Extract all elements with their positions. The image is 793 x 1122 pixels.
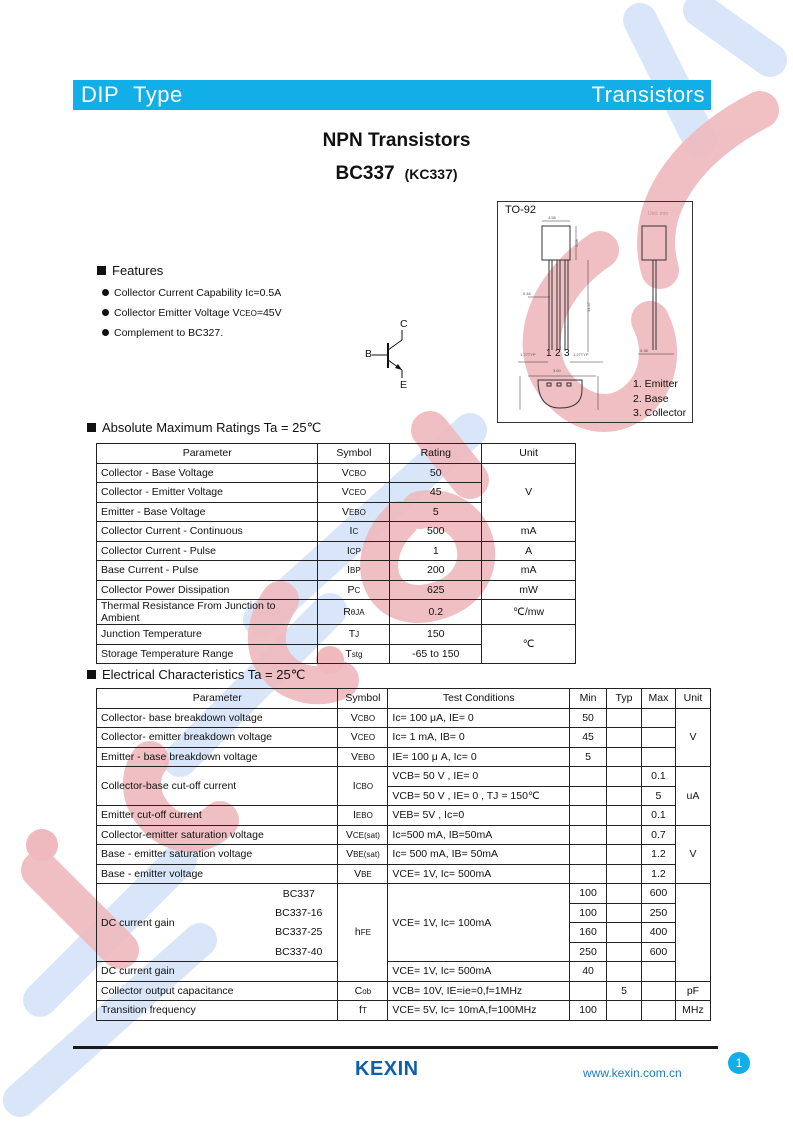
unit-cell <box>675 884 710 982</box>
condition-cell: VCB= 50 V , IE= 0 <box>388 767 570 787</box>
param-cell: Base - emitter voltage <box>97 864 338 884</box>
typ-cell <box>607 728 642 748</box>
pin-number-2: 2 <box>555 348 561 359</box>
unit-cell: mW <box>482 580 576 600</box>
alt-part-name: (KC337) <box>404 166 458 182</box>
typ-cell <box>607 708 642 728</box>
condition-cell: VCE= 5V, Ic= 10mA,f=100MHz <box>388 1001 570 1021</box>
symbol-cell: IC <box>318 522 390 542</box>
typ-cell <box>607 942 642 962</box>
param-cell: Collector - Emitter Voltage <box>97 483 318 503</box>
param-cell: Storage Temperature Range <box>97 644 318 664</box>
abs-max-heading-text: Absolute Maximum Ratings Ta = 25℃ <box>102 420 322 435</box>
param-cell: DC current gain <box>97 962 338 982</box>
min-cell: 5 <box>570 747 607 767</box>
param-cell: Emitter - Base Voltage <box>97 502 318 522</box>
table-row <box>97 884 711 904</box>
abs-max-table <box>96 443 576 664</box>
variant-cell: BC337-40 <box>260 942 338 962</box>
unit-cell: MHz <box>675 1001 710 1021</box>
table-row <box>97 981 711 1001</box>
rating-cell: 200 <box>390 561 482 581</box>
variant-cell: BC337-16 <box>260 903 338 923</box>
rating-cell: 5 <box>390 502 482 522</box>
bullet-icon <box>102 289 109 296</box>
condition-cell: VCE= 1V, Ic= 500mA <box>388 864 570 884</box>
max-cell: 600 <box>641 942 675 962</box>
symbol-cell: fT <box>338 1001 388 1021</box>
min-cell <box>570 806 607 826</box>
column-header: Symbol <box>338 689 388 709</box>
symbol-cell: VCEO <box>338 728 388 748</box>
bullet-icon <box>102 329 109 336</box>
symbol-cell: hFE <box>338 884 388 982</box>
max-cell: 0.1 <box>641 806 675 826</box>
feature-item <box>102 287 281 299</box>
table-row <box>97 463 576 483</box>
symbol-cell: PC <box>318 580 390 600</box>
symbol-cell: VBE <box>338 864 388 884</box>
rating-cell: 45 <box>390 483 482 503</box>
symbol-cell: TJ <box>318 625 390 645</box>
min-cell: 100 <box>570 903 607 923</box>
column-header: Test Conditions <box>388 689 570 709</box>
svg-text:14.47: 14.47 <box>586 301 591 312</box>
column-header: Max <box>641 689 675 709</box>
column-header: Rating <box>390 444 482 464</box>
condition-cell: VCB= 50 V , IE= 0 , TJ = 150℃ <box>388 786 570 806</box>
symbol-cell: VCBO <box>318 463 390 483</box>
typ-cell <box>607 747 642 767</box>
table-row <box>97 825 711 845</box>
min-cell: 160 <box>570 923 607 943</box>
typ-cell <box>607 903 642 923</box>
param-cell: Collector- emitter breakdown voltage <box>97 728 338 748</box>
symbol-cell: VEBO <box>338 747 388 767</box>
pin-number-1: 1 <box>546 348 552 359</box>
table-row <box>97 1001 711 1021</box>
unit-cell: ℃/mw <box>482 600 576 625</box>
column-header: Unit <box>675 689 710 709</box>
header-right-title: Transistors <box>591 82 705 107</box>
param-cell: Collector Current - Continuous <box>97 522 318 542</box>
max-cell: 5 <box>641 786 675 806</box>
table-row <box>97 747 711 767</box>
table-row <box>97 962 711 982</box>
elec-table <box>96 688 711 1021</box>
min-cell: 50 <box>570 708 607 728</box>
part-number <box>0 163 793 185</box>
unit-cell: mA <box>482 561 576 581</box>
table-row <box>97 845 711 865</box>
svg-text:0.46: 0.46 <box>523 291 531 296</box>
variant-cell: BC337-25 <box>260 923 338 943</box>
column-header: Parameter <box>97 444 318 464</box>
table-row <box>97 522 576 542</box>
feature-text: Collector Current Capability Ic=0.5A <box>114 287 282 299</box>
symbol-cell: Tstg <box>318 644 390 664</box>
condition-cell: VCE= 1V, Ic= 100mA <box>388 884 570 962</box>
footer-divider <box>73 1046 718 1049</box>
rating-cell: 625 <box>390 580 482 600</box>
table-row <box>97 625 576 645</box>
unit-cell: V <box>675 825 710 884</box>
part-name: BC337 <box>335 163 395 184</box>
min-cell: 250 <box>570 942 607 962</box>
condition-cell: IE= 100 μ A, Ic= 0 <box>388 747 570 767</box>
feature-text: =45V <box>256 307 282 319</box>
condition-cell: Ic= 100 μA, IE= 0 <box>388 708 570 728</box>
symbol-cell: IEBO <box>338 806 388 826</box>
condition-cell: Ic= 500 mA, IB= 50mA <box>388 845 570 865</box>
feature-item <box>102 307 282 319</box>
condition-cell: VEB= 5V , Ic=0 <box>388 806 570 826</box>
min-cell: 40 <box>570 962 607 982</box>
param-cell: Collector Current - Pulse <box>97 541 318 561</box>
rating-cell: 150 <box>390 625 482 645</box>
symbol-cell: ICP <box>318 541 390 561</box>
package-name: TO-92 <box>505 204 536 216</box>
page-number-badge: 1 <box>728 1052 750 1074</box>
table-row <box>97 600 576 625</box>
symbol-cell: VEBO <box>318 502 390 522</box>
table-row <box>97 806 711 826</box>
package-drawing <box>497 201 693 423</box>
rating-cell: 1 <box>390 541 482 561</box>
column-header: Symbol <box>318 444 390 464</box>
max-cell <box>641 1001 675 1021</box>
typ-cell <box>607 884 642 904</box>
condition-cell: Ic=500 mA, IB=50mA <box>388 825 570 845</box>
pin-legend-item: 1. Emitter <box>633 378 678 390</box>
unit-cell: mA <box>482 522 576 542</box>
table-row <box>97 561 576 581</box>
min-cell: 100 <box>570 1001 607 1021</box>
rating-cell: 500 <box>390 522 482 542</box>
unit-cell: ℃ <box>482 625 576 664</box>
max-cell <box>641 962 675 982</box>
table-row <box>97 580 576 600</box>
table-header-row <box>97 689 711 709</box>
header-banner <box>73 80 711 110</box>
pin-number-3: 3 <box>564 348 570 359</box>
table-row <box>97 541 576 561</box>
min-cell <box>570 825 607 845</box>
param-cell: Collector Power Dissipation <box>97 580 318 600</box>
website-link[interactable]: www.kexin.com.cn <box>583 1066 682 1080</box>
max-cell: 1.2 <box>641 845 675 865</box>
symbol-cell: VCEO <box>318 483 390 503</box>
param-cell: Emitter cut-off current <box>97 806 338 826</box>
typ-cell <box>607 767 642 787</box>
square-bullet-icon <box>87 670 96 679</box>
unit-cell: pF <box>675 981 710 1001</box>
min-cell: 100 <box>570 884 607 904</box>
pin-legend-item: 3. Collector <box>633 407 687 419</box>
typ-cell: 5 <box>607 981 642 1001</box>
max-cell: 0.1 <box>641 767 675 787</box>
square-bullet-icon <box>87 423 96 432</box>
symbol-cell: IBP <box>318 561 390 581</box>
emitter-label: E <box>400 379 408 391</box>
typ-cell <box>607 806 642 826</box>
table-row <box>97 767 711 787</box>
param-cell: Base Current - Pulse <box>97 561 318 581</box>
typ-cell <box>607 845 642 865</box>
symbol-cell: RθJA <box>318 600 390 625</box>
typ-cell <box>607 864 642 884</box>
param-cell: Thermal Resistance From Junction to Ambient <box>97 600 318 625</box>
max-cell: 1.2 <box>641 864 675 884</box>
feature-text: Collector Emitter Voltage V <box>114 307 240 319</box>
unit-note: Unit: mm <box>648 211 668 217</box>
svg-text:4.58: 4.58 <box>574 239 579 247</box>
column-header: Unit <box>482 444 576 464</box>
unit-cell: V <box>675 708 710 767</box>
pin-legend-item: 2. Base <box>633 392 669 405</box>
param-cell: Collector- base breakdown voltage <box>97 708 338 728</box>
min-cell <box>570 767 607 787</box>
typ-cell <box>607 923 642 943</box>
unit-cell: V <box>482 463 576 522</box>
abs-max-heading <box>87 420 321 436</box>
svg-text:0.38: 0.38 <box>640 348 648 353</box>
min-cell <box>570 981 607 1001</box>
brand-logo: KEXIN <box>355 1058 419 1080</box>
svg-text:3.60: 3.60 <box>553 368 561 373</box>
collector-label: C <box>400 318 408 330</box>
pin-legend <box>633 377 686 421</box>
rating-cell: 0.2 <box>390 600 482 625</box>
column-header: Parameter <box>97 689 338 709</box>
square-bullet-icon <box>97 266 106 275</box>
condition-cell: VCE= 1V, Ic= 500mA <box>388 962 570 982</box>
typ-cell <box>607 825 642 845</box>
svg-text:1.27TYP: 1.27TYP <box>573 352 589 357</box>
base-label: B <box>365 348 373 360</box>
npn-transistor-symbol <box>360 318 420 393</box>
table-row <box>97 708 711 728</box>
unit-cell: uA <box>675 767 710 826</box>
param-cell: DC current gain <box>97 884 261 962</box>
symbol-cell: VCBO <box>338 708 388 728</box>
feature-item <box>102 327 223 339</box>
elec-heading-text: Electrical Characteristics Ta = 25℃ <box>102 667 306 682</box>
param-cell: Collector-emitter saturation voltage <box>97 825 338 845</box>
min-cell <box>570 845 607 865</box>
table-row <box>97 728 711 748</box>
param-cell: Collector - Base Voltage <box>97 463 318 483</box>
svg-text:1.27TYP: 1.27TYP <box>520 352 536 357</box>
table-header-row <box>97 444 576 464</box>
min-cell <box>570 786 607 806</box>
max-cell <box>641 981 675 1001</box>
variant-cell: BC337 <box>260 884 338 904</box>
column-header: Min <box>570 689 607 709</box>
param-cell: Transition frequency <box>97 1001 338 1021</box>
feature-subscript: CEO <box>239 309 257 318</box>
table-row <box>97 864 711 884</box>
max-cell: 600 <box>641 884 675 904</box>
min-cell: 45 <box>570 728 607 748</box>
condition-cell: VCB= 10V, IE=ie=0,f=1MHz <box>388 981 570 1001</box>
max-cell <box>641 708 675 728</box>
param-cell: Base - emitter saturation voltage <box>97 845 338 865</box>
param-cell: Collector-base cut-off current <box>97 767 338 806</box>
symbol-cell: VCE(sat) <box>338 825 388 845</box>
svg-text:4.58: 4.58 <box>548 215 556 220</box>
typ-cell <box>607 962 642 982</box>
rating-cell: 50 <box>390 463 482 483</box>
symbol-cell: VBE(sat) <box>338 845 388 865</box>
elec-heading <box>87 667 305 683</box>
param-cell: Collector output capacitance <box>97 981 338 1001</box>
bullet-icon <box>102 309 109 316</box>
max-cell: 0.7 <box>641 825 675 845</box>
typ-cell <box>607 786 642 806</box>
column-header: Typ <box>607 689 642 709</box>
condition-cell: Ic= 1 mA, IB= 0 <box>388 728 570 748</box>
unit-cell: A <box>482 541 576 561</box>
param-cell: Emitter - base breakdown voltage <box>97 747 338 767</box>
typ-cell <box>607 1001 642 1021</box>
min-cell <box>570 864 607 884</box>
feature-text: Complement to BC327. <box>114 327 224 339</box>
features-heading-text: Features <box>112 263 164 278</box>
rating-cell: -65 to 150 <box>390 644 482 664</box>
max-cell <box>641 747 675 767</box>
page-title: NPN Transistors <box>322 130 471 151</box>
features-heading <box>97 263 163 278</box>
symbol-cell: ICBO <box>338 767 388 806</box>
max-cell: 250 <box>641 903 675 923</box>
header-left-title: DIP Type <box>81 82 183 107</box>
max-cell: 400 <box>641 923 675 943</box>
max-cell <box>641 728 675 748</box>
symbol-cell: Cob <box>338 981 388 1001</box>
param-cell: Junction Temperature <box>97 625 318 645</box>
